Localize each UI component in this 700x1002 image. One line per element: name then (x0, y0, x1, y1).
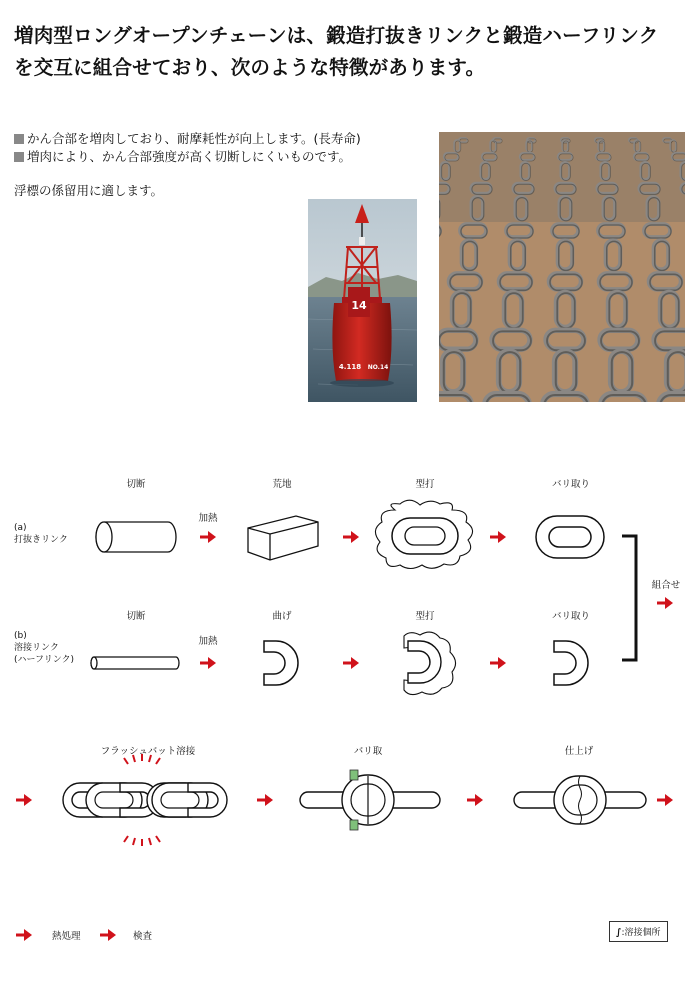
arrow-icon (490, 531, 506, 543)
assembly-row (63, 754, 646, 846)
row-b-label (14, 630, 74, 666)
step-finish: 仕上げ (564, 746, 594, 757)
headline-line-1: 増肉型ロングオープンチェーンは、鍛造打抜きリンクと鍛造ハーフリンク (14, 24, 659, 47)
legend-inspection: 検査 (133, 931, 153, 942)
deburr-assembly (300, 770, 440, 830)
row-b-index: (b) (14, 631, 27, 641)
buoy-number-marking: 14 (351, 299, 367, 312)
arrow-icon (343, 657, 359, 669)
buoy-code-marking: 4.118 (338, 363, 362, 371)
step-bend-b: 曲げ (272, 611, 292, 622)
arrow-icon (16, 794, 32, 806)
arrow-icon (657, 597, 673, 609)
deburred-half-link (554, 641, 588, 685)
feature-text: かん合部を増肉しており、耐摩耗性が向上します。(長寿命) (27, 131, 361, 146)
cut-bar-b (91, 657, 179, 669)
finished-assembly (514, 776, 646, 824)
row-b-name: 溶接リンク (14, 643, 59, 653)
deburred-link-a (536, 516, 604, 558)
headline-line-2: を交互に組合せており、次のような特徴があります。 (14, 56, 486, 79)
step-cut-b: 切断 (126, 611, 146, 622)
row-b-subname: (ハーフリンク) (14, 655, 75, 665)
arrow-icon (257, 794, 273, 806)
flash-butt-weld-assembly (63, 783, 227, 817)
step-deburr-c: バリ取 (353, 746, 383, 757)
weld-mark-icon: ∫ (616, 928, 622, 938)
arrow-icon (467, 794, 483, 806)
legend-heat-arrow-icon (16, 929, 32, 941)
die-forged-half-link (404, 632, 456, 694)
die-forged-link-a (375, 500, 472, 568)
cut-bar-a (96, 522, 176, 552)
trim-tool-icon (350, 770, 358, 780)
step-forge-b: 型打 (415, 611, 435, 622)
step-flash-butt-weld: フラッシュバット溶接 (100, 746, 196, 757)
arrow-icon (343, 531, 359, 543)
legend-weld-point (609, 921, 668, 942)
buoy-id-marking: NO.14 (367, 364, 389, 371)
legend-weld-text: :溶接個所 (621, 928, 661, 938)
row-a-name: 打抜きリンク (14, 535, 68, 545)
arrow-icon (490, 657, 506, 669)
usage-text: 浮標の係留用に適します。 (14, 183, 164, 198)
step-deburr-a: バリ取り (551, 479, 591, 490)
step-forge-a: 型打 (415, 479, 435, 490)
heat-label-a: 加熱 (198, 513, 218, 524)
step-deburr-b: バリ取り (551, 611, 591, 622)
step-cut-a: 切断 (126, 479, 146, 490)
arrow-icon (657, 794, 673, 806)
combine-bracket (622, 536, 636, 660)
arrow-icon (200, 657, 216, 669)
legend-heat-treatment: 熱処理 (52, 931, 81, 942)
row-a-label (14, 522, 68, 546)
row-a-index: (a) (14, 523, 27, 533)
step-rough-a: 荒地 (272, 479, 292, 490)
bent-half-link (264, 641, 298, 685)
combine-label: 組合せ (651, 580, 681, 591)
trim-tool-icon (350, 820, 358, 830)
legend-inspection-arrow-icon (100, 929, 116, 941)
arrow-icon (200, 531, 216, 543)
feature-text: 増肉により、かん合部強度が高く切断しにくいものです。 (27, 149, 352, 164)
rough-block (248, 516, 318, 560)
heat-label-b: 加熱 (198, 636, 218, 647)
